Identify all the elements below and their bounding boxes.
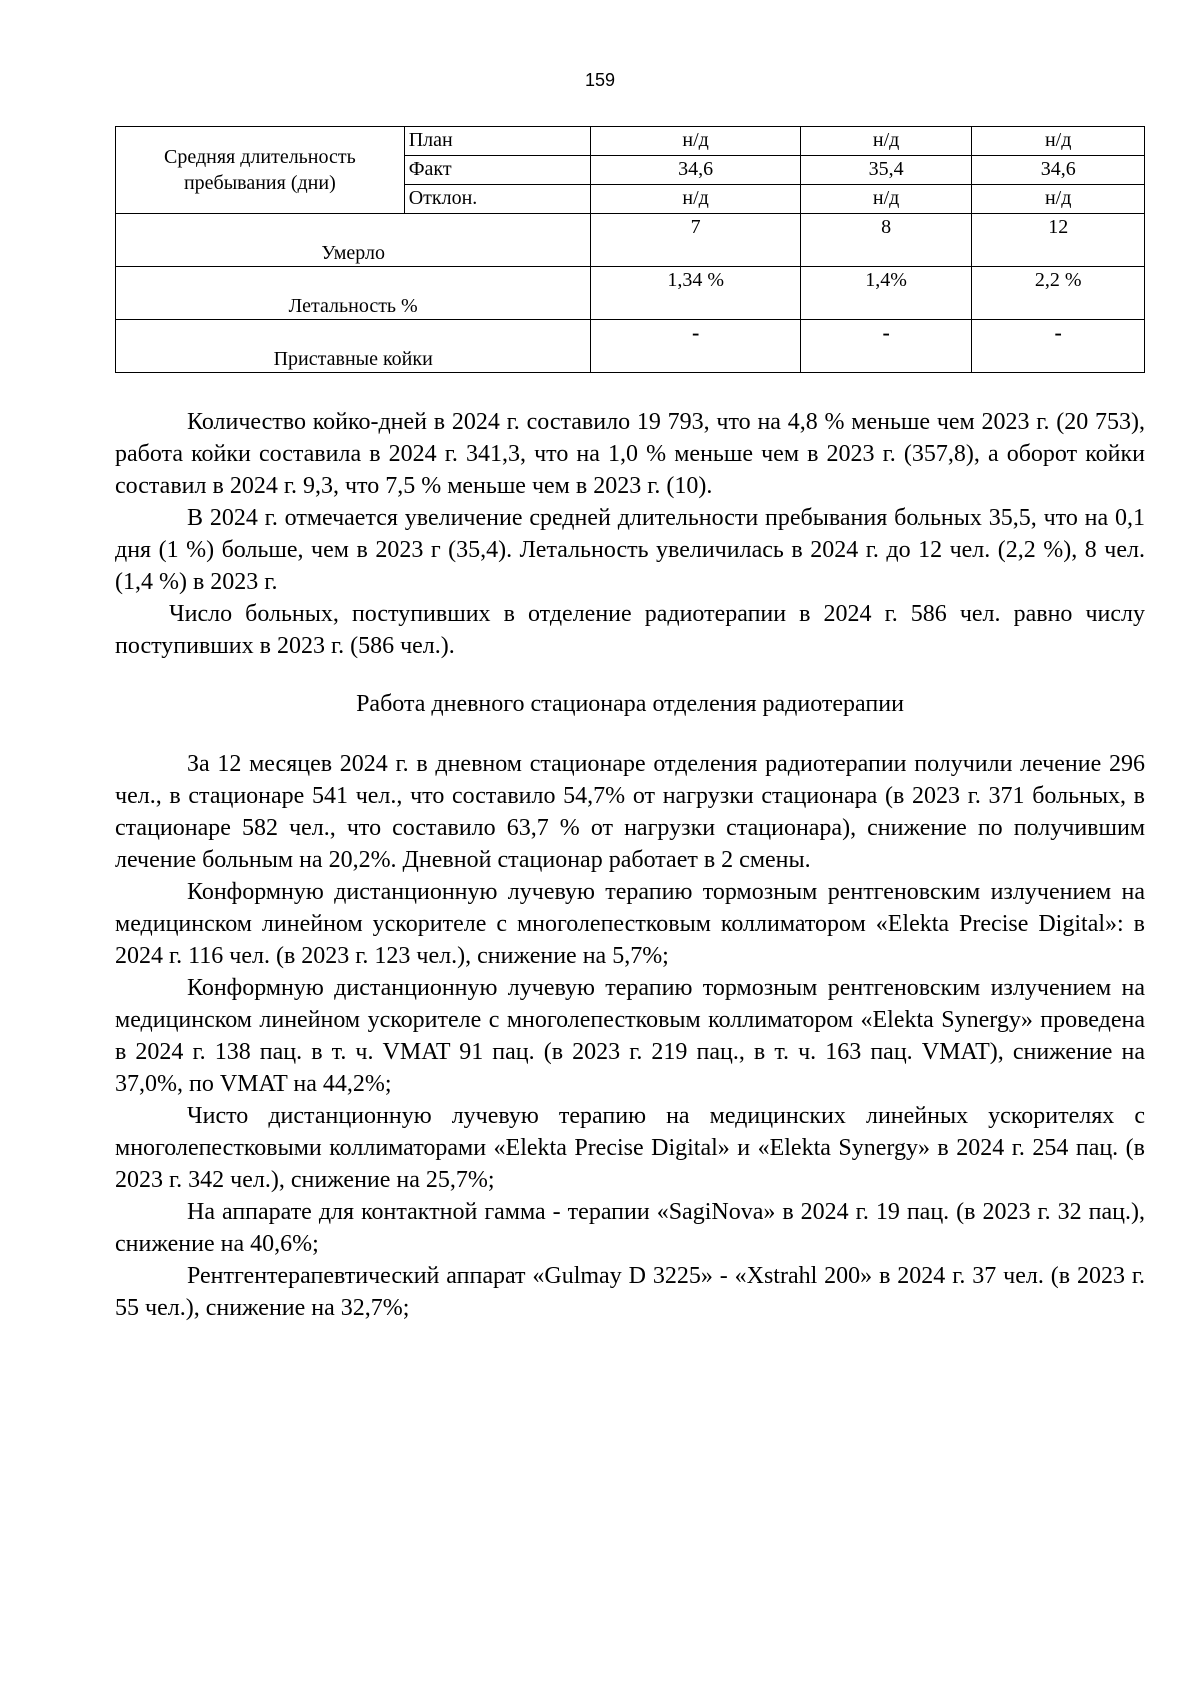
table-cell: 34,6	[591, 156, 800, 185]
table-cell: 1,4%	[800, 267, 972, 320]
section-heading: Работа дневного стационара отделения радиотерапии	[356, 691, 904, 717]
paragraph-linear-accelerators: Чисто дистанционную лучевую терапию на медицинских линейных ускорителях с многолепестковыми коллиматорами «Elekta Precise Digital» и «Elekta Synergy» в 2024 г. 254 пац. (в 2023 г. 342 чел.), снижение на 25,7%;	[115, 1103, 1145, 1193]
paragraph-synergy: Конформную дистанционную лучевую терапию тормозным рентгеновским излучением на медицинском линейном ускорителе с многолепестковым коллиматором «Elekta Synergy» проведена в 2024 г. 138 пац. в т. ч. VMAT 91 пац. (в 2023 г. 219 пац., в т. ч. 163 пац. VMAT), снижение на 37,0%, по VMAT на 44,2%;	[115, 975, 1145, 1097]
row-label-average-stay: Средняя длительность пребывания (дни)	[116, 127, 405, 214]
row-label-died: Умерло	[116, 214, 591, 267]
table-cell: -	[591, 320, 800, 373]
table-cell: 35,4	[800, 156, 972, 185]
paragraph-precise-digital: Конформную дистанционную лучевую терапию тормозным рентгеновским излучением на медицинском линейном ускорителе с многолепестковым коллиматором «Elekta Precise Digital»: в 2024 г. 116 чел. (в 2023 г. 123 чел.), снижение на 5,7%;	[115, 879, 1145, 969]
table-row	[116, 320, 1145, 373]
statistics-table	[115, 126, 1145, 373]
subrow-label-plan: План	[404, 127, 591, 156]
paragraph-stay-lethality: В 2024 г. отмечается увеличение средней длительности пребывания больных 35,5, что на 0,1 дня (1 %) больше, чем в 2023 г (35,4). Летальность увеличилась в 2024 г. до 12 чел. (2,2 %), 8 чел. (1,4 %) в 2023 г.	[115, 505, 1145, 595]
table-cell: 2,2 %	[972, 267, 1145, 320]
table-cell: 7	[591, 214, 800, 267]
table-row	[116, 267, 1145, 320]
table-cell: 34,6	[972, 156, 1145, 185]
paragraph-saginova: На аппарате для контактной гамма - терапии «SagiNova» в 2024 г. 19 пац. (в 2023 г. 32 пац.), снижение на 40,6%;	[115, 1199, 1145, 1257]
table-cell: н/д	[800, 127, 972, 156]
page-number: 159	[584, 70, 616, 90]
table-row	[116, 214, 1145, 267]
table-cell: н/д	[591, 185, 800, 214]
row-label-lethality: Летальность %	[116, 267, 591, 320]
table-cell: н/д	[972, 185, 1145, 214]
paragraph-admissions: Число больных, поступивших в отделение радиотерапии в 2024 г. 586 чел. равно числу поступивших в 2023 г. (586 чел.).	[115, 601, 1145, 659]
subrow-label-fact: Факт	[404, 156, 591, 185]
paragraph-day-hospital: За 12 месяцев 2024 г. в дневном стационаре отделения радиотерапии получили лечение 296 чел., в стационаре 541 чел., что составило 54,7% от нагрузки стационара (в 2023 г. 371 больных, в стационаре 582 чел., что составило 63,7 % от нагрузки стационара), снижение по получившим лечение больным на 20,2%. Дневной стационар работает в 2 смены.	[115, 751, 1145, 873]
table-cell: 8	[800, 214, 972, 267]
paragraph-bed-days: Количество койко-дней в 2024 г. составило 19 793, что на 4,8 % меньше чем 2023 г. (20 753), работа койки составила в 2024 г. 341,3, что на 1,0 % меньше чем в 2023 г. (357,8), а оборот койки составил в 2024 г. 9,3, что 7,5 % меньше чем в 2023 г. (10).	[115, 409, 1145, 499]
table-row	[116, 127, 1145, 156]
body-text	[115, 406, 1145, 1324]
table-cell: 1,34 %	[591, 267, 800, 320]
table-cell: н/д	[972, 127, 1145, 156]
table-cell: н/д	[800, 185, 972, 214]
paragraph-xstrahl: Рентгентерапевтический аппарат «Gulmay D 3225» - «Xstrahl 200» в 2024 г. 37 чел. (в 2023 г. 55 чел.), снижение на 32,7%;	[115, 1263, 1145, 1321]
table-cell: -	[800, 320, 972, 373]
table-cell: н/д	[591, 127, 800, 156]
row-label-extra-beds: Приставные койки	[116, 320, 591, 373]
subrow-label-deviation: Отклон.	[404, 185, 591, 214]
table-cell: 12	[972, 214, 1145, 267]
table-cell: -	[972, 320, 1145, 373]
